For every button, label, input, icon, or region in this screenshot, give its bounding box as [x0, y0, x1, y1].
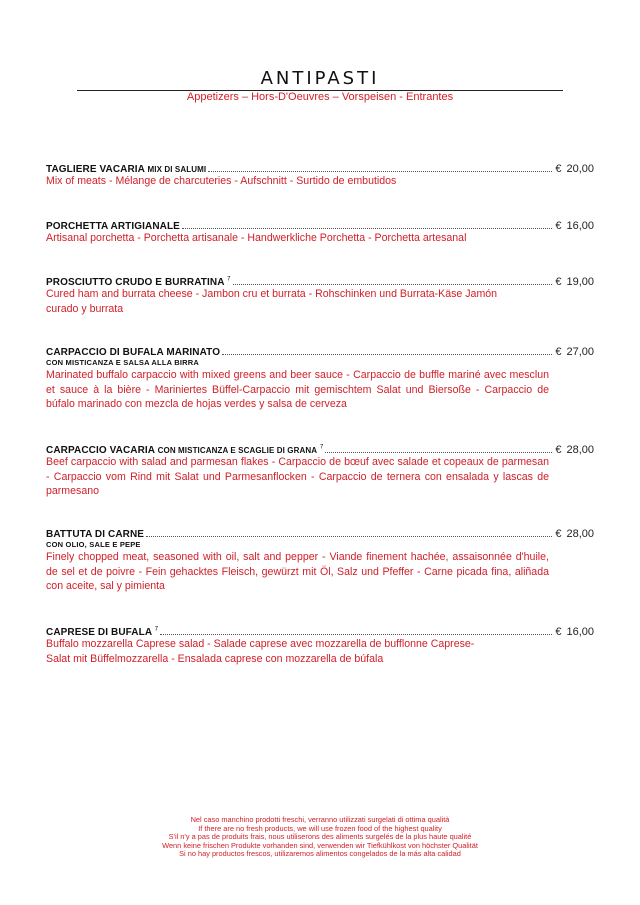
footer-line: Wenn keine frischen Produkte vorhanden sind, verwenden wir Tiefkühlkost von höchster Qualität	[162, 840, 478, 850]
menu-item-carpaccio-vacaria	[46, 440, 594, 499]
item-name-extra: MIX DI SALUMI	[147, 165, 207, 174]
item-name: TAGLIERE VACARIA MIX DI SALUMI	[46, 164, 207, 175]
footer-line: If there are no fresh products, we will use frozen food of the highest quality	[198, 823, 442, 833]
item-name: BATTUTA DI CARNE	[46, 529, 145, 540]
item-description: Mix of meats - Mélange de charcuteries - Aufschnitt - Surtido de embutidos	[46, 175, 397, 187]
dot-leader	[182, 227, 552, 229]
menu-item-battuta-carne	[46, 524, 594, 594]
menu-item-tagliere-vacaria	[46, 159, 594, 189]
item-price: € 19,00	[555, 276, 594, 288]
item-name: CARPACCIO DI BUFALA MARINATO	[46, 347, 221, 358]
page-subtitle: Appetizers – Hors-D'Oeuvres – Vorspeisen - Entrantes	[186, 91, 454, 103]
allergen-marker: 7	[154, 626, 159, 633]
item-price: € 28,00	[555, 528, 594, 540]
item-name: CARPACCIO VACARIA CON MISTICANZA E SCAGLIE DI GRANA $^7$	[46, 444, 324, 456]
item-price: € 16,00	[555, 626, 594, 638]
footer-line: Si no hay productos frescos, utilizaremos alimentos congelados de la más alta calidad	[179, 849, 461, 858]
item-description: Buffalo mozzarella Caprese salad - Salade caprese avec mozzarella de bufflonne Caprese-Salat mit Büffelmozzarella - Ensalada caprese con mozzarella de búfala	[46, 638, 475, 665]
menu-item-porchetta-artigianale	[46, 216, 594, 246]
footer-line: Nel caso manchino prodotti freschi, verranno utilizzati surgelati di ottima qualità	[190, 815, 450, 824]
item-description: Beef carpaccio with salad and parmesan flakes - Carpaccio de bœuf avec salade et copeaux de parmesan - Carpaccio vom Rind mit Salat und Parmesanflocken - Carpaccio de ternera con ensalada y lascas de parmesano	[46, 456, 549, 497]
item-price: € 20,00	[555, 163, 594, 175]
dot-leader	[146, 535, 552, 537]
dot-leader	[222, 353, 552, 355]
item-description: Artisanal porchetta - Porchetta artisanale - Handwerkliche Porchetta - Porchetta artesanal	[46, 232, 467, 244]
allergen-marker: 7	[227, 276, 231, 283]
item-price: € 28,00	[555, 444, 594, 456]
dot-leader	[208, 170, 552, 172]
footer-line: S'il n'y a pas de produits frais, nous utiliserons des aliments surgelés de la plus haute qualité	[168, 832, 472, 841]
allergen-marker: 7	[319, 444, 324, 451]
item-subline: CON OLIO, SALE E PEPE	[46, 540, 141, 549]
item-description: Cured ham and burrata cheese - Jambon cru et burrata - Rohschinken und Burrata-Käse Jamón curado y burrata	[46, 288, 498, 315]
menu-item-prosciutto-burratina	[46, 272, 594, 316]
menu-item-caprese-bufala	[46, 622, 594, 666]
menu-item-carpaccio-bufala	[46, 342, 594, 412]
item-name: PROSCIUTTO CRUDO E BURRATINA $^7$	[46, 276, 231, 288]
item-subline: CON MISTICANZA E SALSA ALLA BIRRA	[46, 358, 199, 367]
item-price: € 16,00	[555, 220, 594, 232]
item-name: PORCHETTA ARTIGIANALE	[46, 221, 180, 232]
frozen-products-notice	[0, 816, 640, 859]
dot-leader	[160, 633, 552, 635]
dot-leader	[233, 283, 553, 285]
item-name: CAPRESE DI BUFALA $^7$	[46, 626, 159, 638]
item-price: € 27,00	[555, 346, 594, 358]
dot-leader	[325, 451, 552, 453]
page-title: ANTIPASTI	[260, 68, 380, 89]
item-description: Finely chopped meat, seasoned with oil, salt and pepper - Viande finement hachée, assaisonnée d'huile, de sel et de poivre - Fein gehacktes Fleisch, gewürzt mit Öl, Salz und Pfeffer - Carne picada fina, aliñada con aceite, sal y pimienta	[46, 551, 549, 592]
item-description: Marinated buffalo carpaccio with mixed greens and beer sauce - Carpaccio de buffle mariné avec mesclun et sauce à la bière - Mariniertes Büffel-Carpaccio mit gemischtem Salat und Biersoße - Carpaccio de búfalo marinado con mezcla de hojas verdes y salsa de cerveza	[46, 369, 549, 410]
